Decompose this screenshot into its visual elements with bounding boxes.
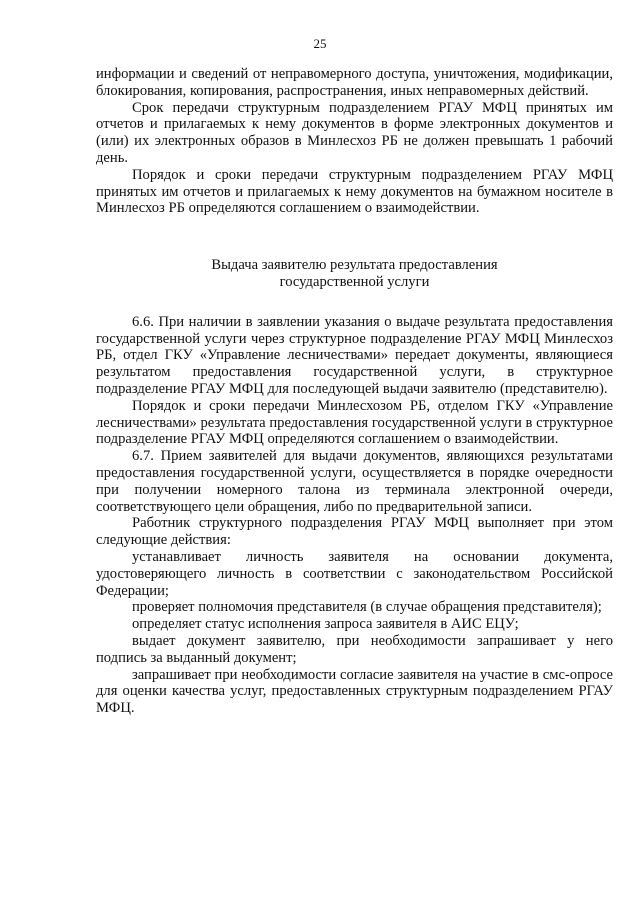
paragraph: Работник структурного подразделения РГАУ МФЦ выполняет при этом следующие действия: [96,515,613,549]
paragraph: информации и сведений от неправомерного доступа, уничтожения, модификации, блокирования, копирования, распространения, иных неправомерных действий. [96,66,613,99]
paragraph: 6.7. Прием заявителей для выдачи документов, являющихся результатами предоставления государственной услуги, осуществляется в порядке очередности при получении номерного талона из терминала электронной очереди, соответствующего цели обращения, либо по предварительной записи. [96,448,613,515]
paragraph: Порядок и сроки передачи структурным подразделением РГАУ МФЦ принятых им отчетов и прилагаемых к нему документов на бумажном носителе в Минлесхоз РБ определяются соглашением о взаимодействии. [96,166,613,217]
section-heading-line-2: государственной услуги [279,273,430,290]
page-number: 25 [313,36,327,51]
paragraph: Срок передачи структурным подразделением РГАУ МФЦ принятых им отчетов и прилагаемых к нему документов в форме электронных документов и (или) их электронных образов в Минлесхоз РБ не должен превышать 1 рабочий день. [96,99,613,166]
list-item: устанавливает личность заявителя на основании документа, удостоверяющего личность в соответствии с законодательством Российской Федерации; [96,548,613,599]
section-heading [96,257,613,291]
list-item: запрашивает при необходимости согласие заявителя на участие в смс-опросе для оценки качества услуг, предоставленных структурным подразделением РГАУ МФЦ. [96,666,613,717]
document-body [96,66,613,717]
list-item: проверяет полномочия представителя (в случае обращения представителя); [132,599,602,616]
list-item: определяет статус исполнения запроса заявителя в АИС ЕЦУ; [132,616,519,633]
paragraph: Порядок и сроки передачи Минлесхозом РБ, отделом ГКУ «Управление лесничествами» результата предоставления государственной услуги в структурное подразделение РГАУ МФЦ определяются соглашением о взаимодействии. [96,397,613,448]
section-heading-line-1: Выдача заявителю результата предоставления [211,257,498,274]
paragraph: 6.6. При наличии в заявлении указания о выдаче результата предоставления государственной услуги через структурное подразделение РГАУ МФЦ Минлесхоз РБ, отдел ГКУ «Управление лесничествами» передает документы, являющиеся результатом предоставления государственной услуги, в структурное подразделение РГАУ МФЦ для последующей выдачи заявителю (представителю). [96,313,613,397]
list-item: выдает документ заявителю, при необходимости запрашивает у него подпись за выданный документ; [96,632,613,666]
